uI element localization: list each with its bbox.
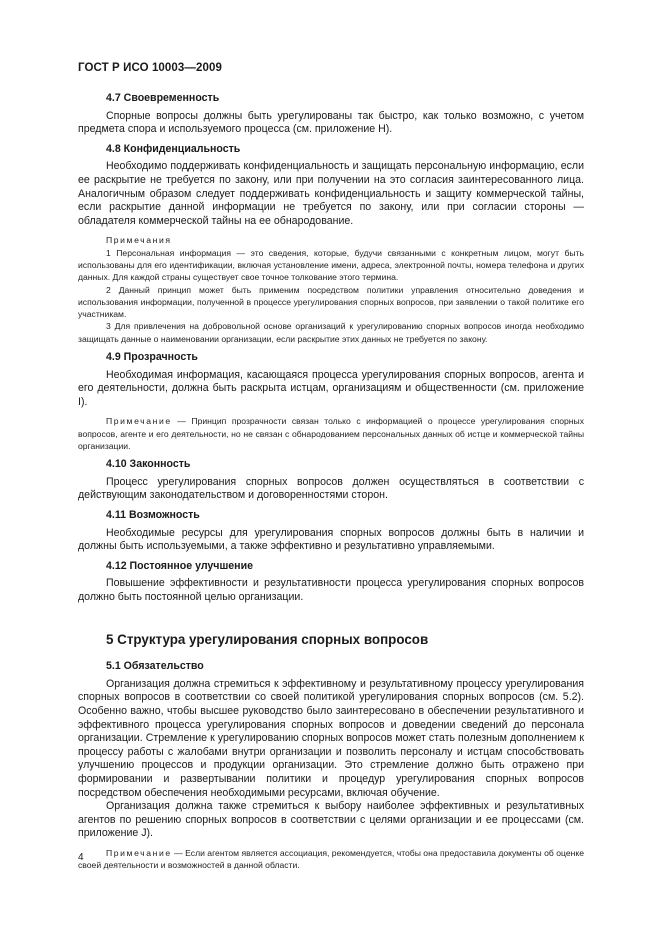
section-4-8-note-2: 2 Данный принцип может быть применим посредством политики управления относительно доведения и использования информации, полученной в процессе урегулирования спорных вопросов, при заявлении о такой политике его участникам.: [78, 284, 584, 320]
page-number: 4: [78, 852, 84, 863]
section-5-title: 5 Структура урегулирования спорных вопросов: [106, 631, 429, 647]
section-4-8-note-1: 1 Персональная информация — это сведения, которые, будучи связанными с конкретным лицом, могут быть использованы для его идентификации, включая установление имени, адреса, электронной почты, номера телефона и других данных. Для каждой страны существует свое точное толкование этого термина.: [78, 247, 584, 283]
section-4-12-text: Повышение эффективности и результативности процесса урегулирования спорных вопросов должно быть постоянной целью организации.: [78, 577, 584, 604]
section-5-1-text-1: Организация должна стремиться к эффективному и результативному процессу урегулирования спорных вопросов в соответствии со своей политикой урегулирования спорных вопросов (см. 5.2). Особенно важно, чтобы высшее руководство было заинтересовано в обеспечении результативного и эффективного процесса урегулирования спорных вопросов и доведении сведений до персонала организации. Стремление к урегулированию спорных вопросов может стать полезным дополнением к процессу работы с жалобами внутри организации и позволить персоналу и истцам способствовать улучшению процессов и продукции организации. Это стремление должно быть отражено при формировании и развертывании политики и процедур урегулирования спорных вопросов посредством обеспечения необходимыми ресурсами, включая обучение.: [78, 677, 584, 799]
document-header: ГОСТ Р ИСО 10003—2009: [78, 62, 223, 74]
section-5-1-note-label: Примечание: [106, 847, 172, 858]
section-4-7-text: Спорные вопросы должны быть урегулированы так быстро, как только возможно, с учетом предмета спора и используемого процесса (см. приложение H).: [78, 109, 584, 136]
section-4-8-text: Необходимо поддерживать конфиденциальность и защищать персональную информацию, если ее раскрытие не требуется по закону, или при получении на это согласия заинтересованного лица. Аналогичным образом следует поддерживать конфиденциальность и защиту коммерческой тайны, если раскрытие данной информации не требуется по закону, или при согласии стороны — обладателя коммерческой тайны на ее обнародование.: [78, 160, 584, 227]
section-5-1-note-text: — Если агентом является ассоциация, рекомендуется, чтобы она предоставила документы об оценке своей деятельности и возможностей в данной области.: [78, 847, 584, 871]
section-4-10-title: 4.10 Законность: [106, 458, 191, 471]
section-4-9-note: [78, 415, 584, 452]
section-4-9-text: Необходимая информация, касающаяся процесса урегулирования спорных вопросов, агента и его деятельности, должна быть раскрыта истцам, организациям и общественности (см. приложение I).: [78, 368, 584, 408]
section-4-11-text: Необходимые ресурсы для урегулирования спорных вопросов должны быть в наличии и должны быть используемыми, а также эффективно и результативно управляемыми.: [78, 526, 584, 553]
page-content: [78, 92, 584, 872]
section-4-10-text: Процесс урегулирования спорных вопросов должен осуществляться в соответствии с действующим законодательством и договоренностями сторон.: [78, 475, 584, 502]
section-4-9-note-text: — Принцип прозрачности связан только с информацией о процессе урегулирования спорных вопросов, агенте и его деятельности, но не связан с обнародованием персональных данных об истце и коммерческой тайны организации.: [78, 416, 584, 451]
section-4-7-title: 4.7 Своевременность: [106, 92, 220, 104]
section-4-9-title: 4.9 Прозрачность: [106, 351, 198, 364]
section-5-1-title: 5.1 Обязательство: [106, 660, 204, 673]
section-4-9-note-label: Примечание: [106, 416, 172, 427]
section-4-8-notes-title: Примечания: [106, 235, 172, 246]
section-4-12-title: 4.12 Постоянное улучшение: [106, 559, 253, 572]
section-5-1-note: [78, 847, 584, 872]
section-4-8-title: 4.8 Конфиденциальность: [106, 142, 241, 155]
section-4-8-note-3: 3 Для привлечения на добровольной основе организаций к урегулированию спорных вопросов иногда необходимо защищать данные о наименовании организации, если раскрытие этих данных не требуется по закону.: [78, 321, 584, 344]
section-4-11-title: 4.11 Возможность: [106, 509, 200, 522]
section-5-1-text-2: Организация должна также стремиться к выбору наиболее эффективных и результативных агентов по решению спорных вопросов в соответствии с целями организации и ее процессами (см. приложение J).: [78, 800, 584, 840]
